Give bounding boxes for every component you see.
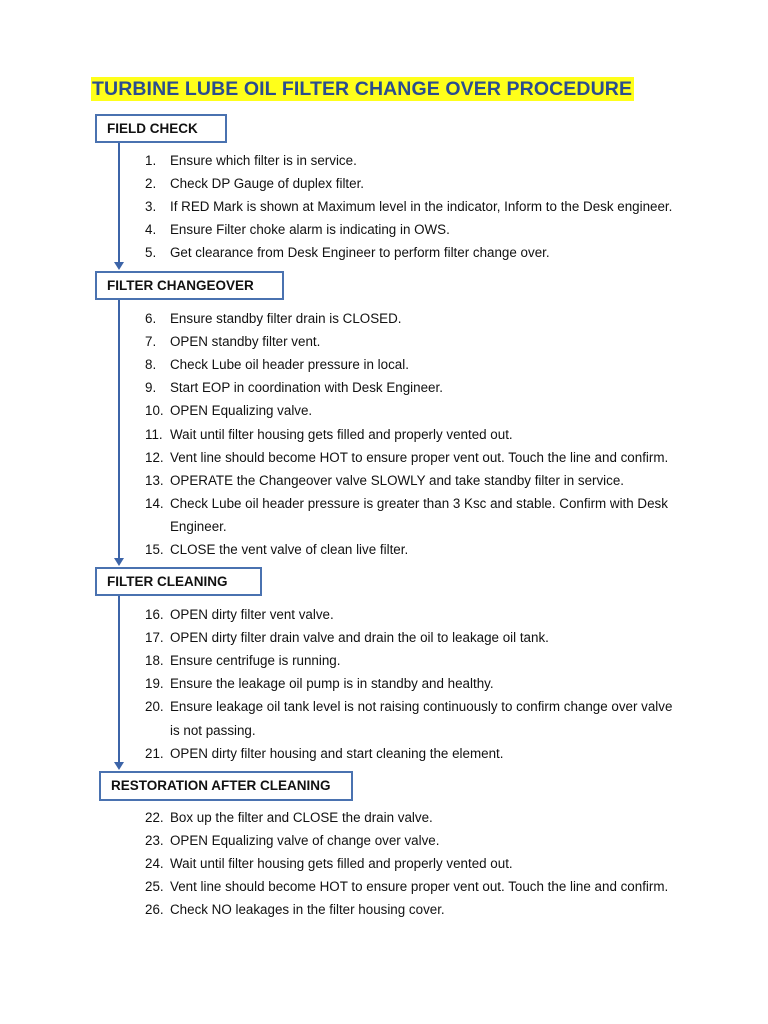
flow-connector-line <box>118 596 120 763</box>
step-number: 12. <box>145 449 164 465</box>
section-box-filter-changeover: FILTER CHANGEOVER <box>95 271 284 300</box>
step-text: OPEN dirty filter drain valve and drain the oil to leakage oil tank. <box>170 630 549 646</box>
step-number: 11. <box>145 426 163 442</box>
step-text: If RED Mark is shown at Maximum level in the indicator, Inform to the Desk engineer. <box>170 199 673 215</box>
step-number: 5. <box>145 245 157 261</box>
flow-connector-line <box>118 300 120 559</box>
step-text: OPEN Equalizing valve of change over valve. <box>170 833 440 849</box>
step-number: 8. <box>145 357 157 373</box>
step-text: Ensure the leakage oil pump is in standby and healthy. <box>170 676 494 692</box>
section-box-field-check: FIELD CHECK <box>95 114 227 143</box>
step-number: 3. <box>145 199 157 215</box>
step-text: Ensure which filter is in service. <box>170 153 357 168</box>
step-number: 4. <box>145 222 157 238</box>
flow-arrowhead <box>114 558 124 566</box>
step-text: OPEN dirty filter housing and start cleaning the element. <box>170 745 504 761</box>
section-box-filter-cleaning: FILTER CLEANING <box>95 567 262 596</box>
step-text: Vent line should become HOT to ensure proper vent out. Touch the line and confirm. <box>170 449 669 465</box>
step-number: 9. <box>145 380 157 396</box>
flow-arrowhead <box>114 762 124 770</box>
step-text: Check Lube oil header pressure in local. <box>170 357 409 373</box>
step-number: 16. <box>145 607 164 622</box>
step-number: 23. <box>145 833 164 849</box>
page-title: TURBINE LUBE OIL FILTER CHANGE OVER PROCEDURE <box>92 78 633 100</box>
step-number: 20. <box>145 699 164 715</box>
step-text: Ensure leakage oil tank level is not raising continuously to confirm change over valve <box>170 699 673 715</box>
step-number: 22. <box>145 810 164 825</box>
step-text: OPEN Equalizing valve. <box>170 403 313 419</box>
flow-connector-line <box>118 143 120 263</box>
step-number: 24. <box>145 856 164 872</box>
step-number: 2. <box>145 176 157 192</box>
step-text: OPEN standby filter vent. <box>170 334 321 350</box>
step-number: 10. <box>145 403 164 419</box>
section-box-restoration-after-cleaning: RESTORATION AFTER CLEANING <box>99 771 353 801</box>
step-text: is not passing. <box>170 722 256 738</box>
step-text: OPEN dirty filter vent valve. <box>170 607 334 622</box>
step-number: 1. <box>145 153 157 168</box>
step-text: Wait until filter housing gets filled and properly vented out. <box>170 856 513 872</box>
step-text: Box up the filter and CLOSE the drain valve. <box>170 810 433 825</box>
step-text: Engineer. <box>170 518 227 534</box>
step-number: 25. <box>145 879 164 895</box>
step-number: 18. <box>145 653 164 669</box>
step-text: Wait until filter housing gets filled and properly vented out. <box>170 426 513 442</box>
step-number: 17. <box>145 630 164 646</box>
step-text: Vent line should become HOT to ensure proper vent out. Touch the line and confirm. <box>170 879 669 895</box>
step-text: Start EOP in coordination with Desk Engineer. <box>170 380 443 396</box>
step-text: Check DP Gauge of duplex filter. <box>170 176 365 192</box>
step-text: OPERATE the Changeover valve SLOWLY and take standby filter in service. <box>170 472 625 488</box>
flow-arrowhead <box>114 262 124 270</box>
step-number: 7. <box>145 334 157 350</box>
step-number: 21. <box>145 745 164 761</box>
step-text: Check NO leakages in the filter housing cover. <box>170 902 445 918</box>
step-number: 13. <box>145 472 164 488</box>
step-number: 14. <box>145 495 164 511</box>
step-text: Ensure Filter choke alarm is indicating in OWS. <box>170 222 450 238</box>
step-number: 26. <box>145 902 164 918</box>
step-number: 6. <box>145 311 157 326</box>
step-text: CLOSE the vent valve of clean live filter. <box>170 542 409 557</box>
step-text: Ensure centrifuge is running. <box>170 653 341 669</box>
step-number: 15. <box>145 542 164 557</box>
step-text: Get clearance from Desk Engineer to perform filter change over. <box>170 245 550 261</box>
step-text: Check Lube oil header pressure is greater than 3 Ksc and stable. Confirm with Desk <box>170 495 668 511</box>
step-number: 19. <box>145 676 164 692</box>
step-text: Ensure standby filter drain is CLOSED. <box>170 311 402 326</box>
